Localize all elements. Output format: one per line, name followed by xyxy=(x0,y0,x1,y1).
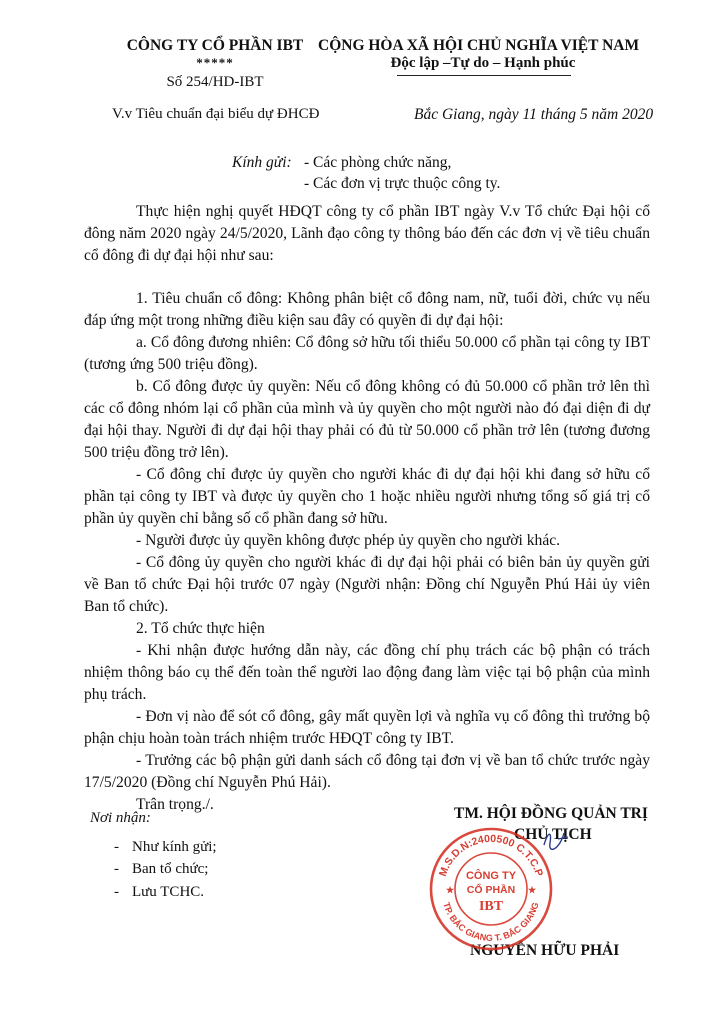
section-2a: - Khi nhận được hướng dẫn này, các đồng chí phụ trách các bộ phận có trách nhiệm thông báo cụ thể đến toàn thể người lao động đang làm việc tại bộ phận của mình phụ trách. xyxy=(84,642,650,703)
signature-org: TM. HỘI ĐỒNG QUẢN TRỊ xyxy=(454,805,648,822)
svg-text:IBT: IBT xyxy=(478,899,504,914)
section-1: 1. Tiêu chuẩn cổ đông: Không phân biệt cổ đông nam, nữ, tuổi đời, chức vụ nếu đáp ứng một trong những điều kiện sau đây có quyền đi dự đại hội: xyxy=(84,290,650,329)
recipients-list xyxy=(96,836,217,904)
national-title: CỘNG HÒA XÃ HỘI CHỦ NGHĨA VIỆT NAM xyxy=(318,37,640,54)
signature-role: CHỦ TỊCH xyxy=(514,826,592,843)
greeting-line-1: - Các phòng chức năng, xyxy=(304,154,452,171)
recipients-block xyxy=(90,807,217,903)
header-stars: ***** xyxy=(196,55,234,70)
section-1e: - Cổ đông ủy quyền cho người khác đi dự đại hội phải có biên bản ủy quyền gửi về Ban tổ chức Đại hội trước 07 ngày (Người nhận: Đồng chí Nguyễn Phú Hải ủy viên Ban tổ chức). xyxy=(84,554,650,615)
list-item: - Ban tổ chức; xyxy=(118,858,217,881)
document-number: Số 254/HD-IBT xyxy=(166,74,264,90)
document-subject: V.v Tiêu chuẩn đại biểu dự ĐHCĐ xyxy=(112,106,320,122)
motto-underline xyxy=(397,75,571,76)
greeting-label: Kính gửi: xyxy=(232,154,292,171)
national-motto: Độc lập –Tự do – Hạnh phúc xyxy=(390,55,576,71)
company-name: CÔNG TY CỔ PHẦN IBT xyxy=(126,37,304,54)
section-1d: - Người được ủy quyền không được phép ủy quyền cho người khác. xyxy=(136,532,561,549)
document-body xyxy=(84,201,650,816)
greeting-line-2: - Các đơn vị trực thuộc công ty. xyxy=(304,175,501,192)
list-item: - Như kính gửi; xyxy=(118,836,217,859)
svg-text:CÔNG TY: CÔNG TY xyxy=(465,870,517,882)
list-item: - Lưu TCHC. xyxy=(118,881,217,904)
svg-text:★: ★ xyxy=(528,885,537,895)
place-and-date: Bắc Giang, ngày 11 tháng 5 năm 2020 xyxy=(414,106,654,123)
company-seal-icon xyxy=(428,826,554,952)
section-1c: - Cổ đông chỉ được ủy quyền cho người khác đi dự đại hội khi đang sở hữu cổ phần tại công ty IBT và được ủy quyền cho 1 hoặc nhiều người nhưng tổng số giá trị cổ phần ủy quyền chỉ bằng số cổ phần đang sở hữu. xyxy=(84,466,650,527)
svg-text:★: ★ xyxy=(446,885,455,895)
section-2c: - Trưởng các bộ phận gửi danh sách cổ đông tại đơn vị về ban tổ chức trước ngày 17/5/2020 (Đồng chí Nguyễn Phú Hải). xyxy=(84,752,650,791)
section-2b: - Đơn vị nào để sót cổ đông, gây mất quyền lợi và nghĩa vụ cổ đông thì trưởng bộ phận chịu hoàn toàn trách nhiệm trước HĐQT công ty IBT. xyxy=(84,708,650,747)
signer-name: NGUYỄN HỮU PHẢI xyxy=(470,942,620,959)
intro-paragraph: Thực hiện nghị quyết HĐQT công ty cổ phần IBT ngày V.v Tổ chức Đại hội cổ đông năm 2020 ngày 24/5/2020, Lãnh đạo công ty thông báo đến các đơn vị về tiêu chuẩn cổ đông đi dự đại hội như sau: xyxy=(84,203,650,264)
section-2: 2. Tổ chức thực hiện xyxy=(136,620,265,637)
recipients-title: Nơi nhận: xyxy=(90,810,151,826)
section-1b: b. Cổ đông được ủy quyền: Nếu cổ đông không có đủ 50.000 cổ phần trở lên thì các cổ đông nhóm lại cổ phần của mình và ủy quyền cho một người nào đó đại diện đi dự đại hội thay. Người đi dự đại hội thay phải có đủ từ 50.000 cổ phần trở lên (tương đương 500 triệu đồng trở lên). xyxy=(84,378,650,461)
svg-text:TP. BẮC GIANG T. BẮC GIANG: TP. BẮC GIANG T. BẮC GIANG xyxy=(441,901,541,944)
svg-text:M.S.D.N:2400500 C.T.C.P: M.S.D.N:2400500 C.T.C.P xyxy=(436,832,546,879)
closing-line: Trân trọng./. xyxy=(136,796,214,813)
svg-text:CỔ PHẦN: CỔ PHẦN xyxy=(466,884,516,896)
section-1a: a. Cổ đông đương nhiên: Cổ đông sở hữu tối thiểu 50.000 cổ phần tại công ty IBT (tương ứng 500 triệu đồng). xyxy=(84,334,650,373)
